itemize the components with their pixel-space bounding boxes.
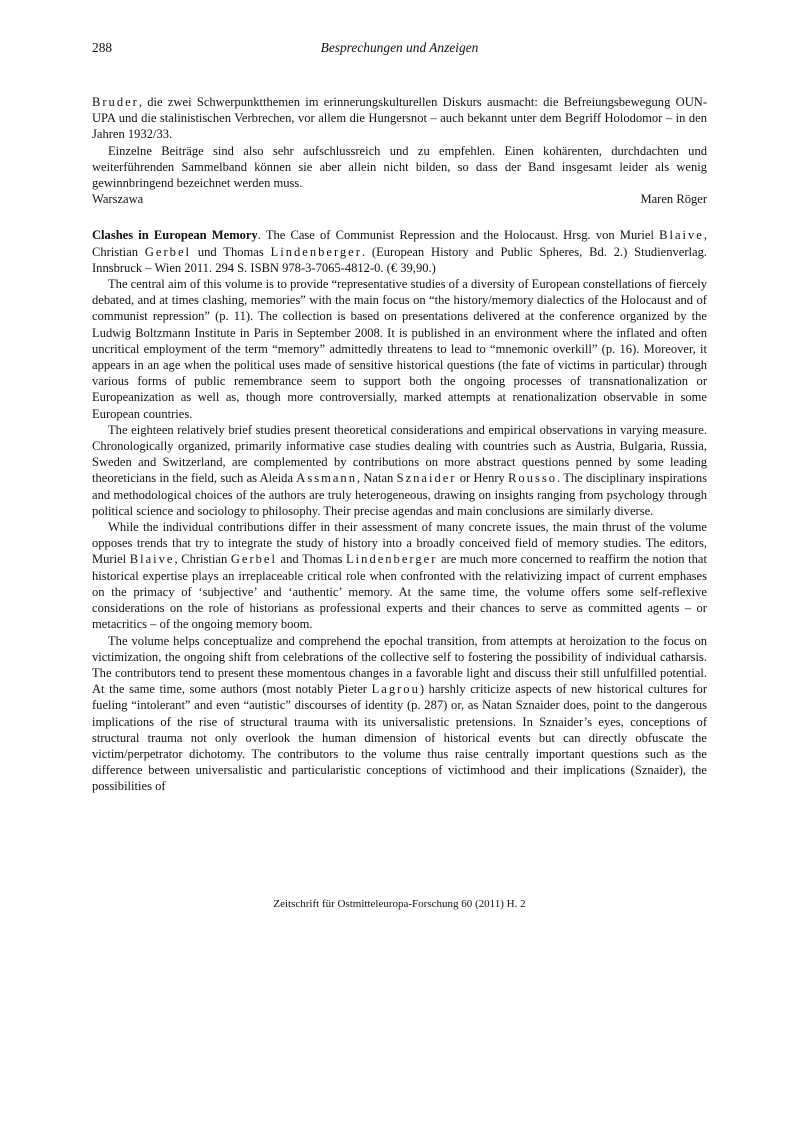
review-paragraph-1: The central aim of this volume is to provide “representative studies of a diversity of European constellations of fiercely debated, and at times clashing, memories” with the main focus on “the history/memory dialectics of the Holocaust and of communist repression” (p. 11). The collection is based on presentations delivered at the conference organized by the Ludwig Boltzmann Institute in Paris in September 2008. It is published in an environment where the inflated and often uncritical employment of the term “memory” admittedly threatens to lead to “mnemonic overkill” (p. 16). Moreover, it appears in an age when the political uses made of sensitive historical questions (the fate of victims in particular) through various forms of public remembrance seem to support both the ongoing processes of transnationalization or Europeanization as well as, though more controversially, marked attempts at renationalization observable in some European countries. (92, 277, 707, 421)
book-title: Clashes in European Memory (92, 228, 258, 243)
author-name: Rousso (508, 471, 558, 486)
editor-name: Gerbel (144, 244, 191, 259)
editor-name: Gerbel (230, 552, 277, 567)
running-title: Besprechungen und Anzeigen (320, 40, 479, 55)
review-place: Warszawa (92, 192, 144, 207)
editor-name: Blaive (129, 552, 175, 567)
author-name: Sznaider (396, 471, 457, 486)
review-paragraph-2: The eighteen relatively brief studies present theoretical considerations and empirical observations in varying measure. Chronologically organized, primarily informative case studies dealing with countries such as Austria, Bulgaria, Russia, Sweden and Switzerland, are complemented by contributions on more abstract questions penned by some leading theoreticians in the field, such as Aleida Assmann, Natan Sznaider or Henry Rousso. The disciplinary inspirations and methodological choices of the authors are truly heterogeneous, drawing on insights ranging from psychology through political science and sociology to philosophy. Their precise agendas and main conclusions are similarly diverse. (92, 422, 707, 518)
page-footer: Zeitschrift für Ostmitteleuropa-Forschung 60 (2011) H. 2 (273, 898, 526, 910)
prev-review-paragraph-1: Bruder, die zwei Schwerpunktthemen im erinnerungskulturellen Diskurs ausmacht: die Befreiungsbewegung OUN-UPA und die stalinistischen Verbrechen, vor allem die Hungersnot – auch bekannt unter dem Begriff Holodomor – in den Jahren 1932/33. (92, 95, 707, 142)
page-body (92, 94, 707, 795)
review-citation: Clashes in European Memory. The Case of Communist Repression and the Holocaust. Hrsg. von Muriel Blaive, Christian Gerbel und Thomas Lindenberger. (European History and Public Spheres, Bd. 2.) Studienverlag. Innsbruck – Wien 2011. 294 S. ISBN 978-3-7065-4812-0. (€ 39,90.) (92, 228, 708, 275)
editor-name: Lindenberger (270, 244, 362, 259)
editor-name: Lindenberger (346, 552, 438, 567)
prev-review-signature (92, 191, 707, 207)
editor-name: Blaive (659, 228, 704, 243)
review-paragraph-4: The volume helps conceptualize and comprehend the epochal transition, from attempts at heroization to the focus on victimization, the ongoing shift from celebrations of the collective self to fostering the possibility of individual catharsis. The contributors tend to present these momentous changes in a favorable light and discuss their still unfulfilled potential. At the same time, some authors (most notably Pieter Lagrou) harshly criticize aspects of new historical cultures for fueling “intolerant” and even “autistic” discourses of identity (p. 287) or, as Natan Sznaider does, point to the dangerous implications of the rise of structural trauma with its universalistic pretensions. In Sznaider’s eyes, conceptions of structural trauma not only overlook the human dimension of historical events but can directly obfuscate the victim/perpetrator dichotomy. The contributors to the volume thus raise centrally important questions such as the difference between universalistic and particularistic conceptions of victimhood and their implications (Sznaider), the possibilities of (92, 633, 707, 794)
review-paragraph-3: While the individual contributions differ in their assessment of many concrete issues, the main thrust of the volume opposes trends that try to integrate the study of history into a broadly conceived field of memory studies. The editors, Muriel Blaive, Christian Gerbel and Thomas Lindenberger are much more concerned to reaffirm the notion that historical expertise plays an irreplaceable critical role when confronted with the relativizing impact of current emphases on the primacy of ‘subjective’ and ‘authentic’ memory. At the same time, the volume offers some self-reflexive considerations on the role of historians as professional experts and their chances to serve as committed agents – or metacritics – of the ongoing memory boom. (92, 520, 707, 632)
page-header (92, 40, 707, 62)
page-number: 288 (92, 40, 113, 55)
author-name: Lagrou (371, 682, 420, 697)
prev-review-paragraph-2: Einzelne Beiträge sind also sehr aufschlussreich und zu empfehlen. Einen kohärenten, durchdachten und weiterführenden Sammelband können sie aber allein nicht bilden, so dass der Band insgesamt leider als wenig gewinnbringend bezeichnet werden muss. (92, 143, 707, 191)
author-name: Assmann (296, 471, 357, 486)
author-name: Bruder (92, 95, 139, 109)
document-page (92, 40, 708, 910)
reviewer-name: Maren Röger (640, 192, 707, 207)
